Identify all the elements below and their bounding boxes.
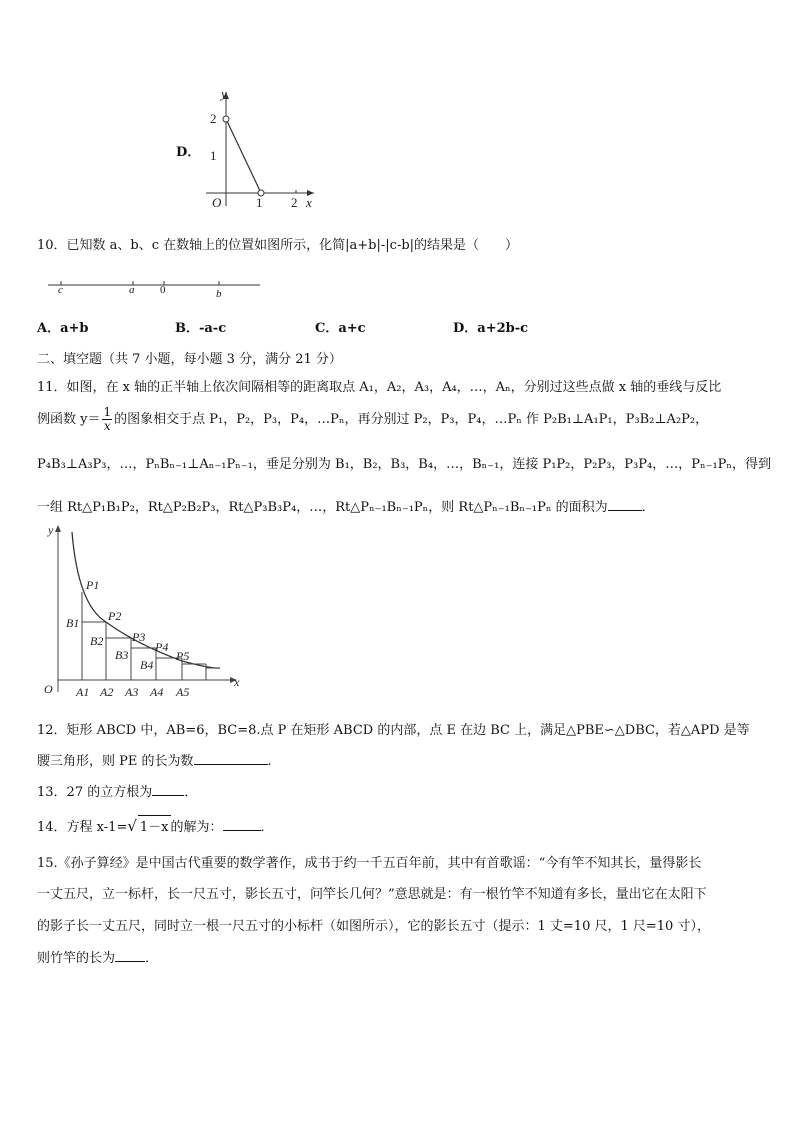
q10-option-c: C．a+c <box>315 321 366 336</box>
fig-label-p1: P1 <box>86 578 100 592</box>
q11-line-2-pre: 例函数 y＝ <box>37 412 101 427</box>
fig-label-b3: B3 <box>115 648 129 662</box>
q15-line-4-text: 则竹竿的长为 <box>37 951 116 966</box>
q11-line-3: P₄B₃⊥A₃P₃，…，PₙBₙ₋₁⊥Aₙ₋₁Pₙ₋₁，垂足分别为 B₁，B₂，B₃，B₄，…，Bₙ₋₁，连接 P₁P₂，P₂P₃，P₃P₄，…，Pₙ₋₁Pₙ，得到 <box>37 457 772 472</box>
numberline-b: b <box>216 288 222 300</box>
q15-line-2: 一丈五尺，立一标杆，长一尺五寸，影长五寸，问竿长几何？”意思就是：有一根竹竿不知道有多长，量出它在太阳下 <box>37 887 707 902</box>
numberline-c: c <box>58 284 63 296</box>
q10-option-a: A．a+b <box>37 321 89 336</box>
section-heading: 二、填空题（共 7 小题，每小题 3 分，满分 21 分） <box>37 352 342 367</box>
q10-stem: 10．已知数 a、b、c 在数轴上的位置如图所示，化简|a+b|-|c-b|的结果是（ ） <box>37 238 519 253</box>
q12-line-1: 12．矩形 ABCD 中，AB=6，BC=8.点 P 在矩形 ABCD 的内部，点 E 在边 BC 上，满足△PBE∽△DBC，若△APD 是等 <box>37 723 750 738</box>
q12-line-2-text: 腰三角形，则 PE 的长为数 <box>37 754 194 769</box>
q11-line-2-post: 的图象相交于点 P₁，P₂，P₃，P₄，…Pₙ，再分别过 P₂，P₃，P₄，…Pₙ 作 P₂B₁⊥A₁P₁，P₃B₂⊥A₂P₂， <box>114 412 709 427</box>
fig-label-a5: A5 <box>176 685 190 699</box>
graph-y-label: y <box>221 86 227 101</box>
fig-origin-label: O <box>44 682 53 696</box>
fig-x-label: x <box>234 675 240 689</box>
fig-label-p5: P5 <box>176 649 190 663</box>
q15-line-4-end: ． <box>145 951 159 966</box>
fig-label-a1: A1 <box>76 685 90 699</box>
q11-line-4-text: 一组 Rt△P₁B₁P₂，Rt△P₂B₂P₃，Rt△P₃B₃P₄，…，Rt△Pₙ₋₁Bₙ₋₁Pₙ，则 Rt△Pₙ₋₁Bₙ₋₁Pₙ 的面积为 <box>37 500 608 515</box>
numberline-zero: 0 <box>160 284 166 296</box>
answer-blank <box>152 784 184 796</box>
fig-label-a2: A2 <box>100 685 114 699</box>
fig-label-p4: P4 <box>155 640 169 654</box>
graph-x-tick-2: 2 <box>291 195 298 210</box>
fig-label-a4: A4 <box>150 685 164 699</box>
q13 <box>37 781 197 800</box>
q11-line-2 <box>37 402 708 438</box>
answer-blank <box>115 950 145 962</box>
fig-label-p2: P2 <box>108 609 122 623</box>
q14-post: 的解为： <box>170 820 223 835</box>
q14-pre: 14．方程 x-1= <box>37 820 128 835</box>
numberline-a: a <box>129 284 135 296</box>
option-d-label: D． <box>176 145 201 160</box>
answer-blank <box>194 753 268 765</box>
graph-y-tick-1: 1 <box>210 148 217 163</box>
graph-x-label: x <box>306 195 312 210</box>
option-d-graph <box>196 86 326 214</box>
q14 <box>37 815 274 835</box>
fig-label-b2: B2 <box>90 634 104 648</box>
q10-option-d: D．a+2b-c <box>453 321 529 336</box>
fig-label-b1: B1 <box>66 616 80 630</box>
fraction-numerator: 1 <box>103 405 112 419</box>
answer-blank <box>608 499 642 511</box>
q11-line-4-end: ． <box>641 500 655 515</box>
fraction-denominator: x <box>103 419 111 433</box>
q11-line-1: 11．如图，在 x 轴的正半轴上依次间隔相等的距离取点 A₁，A₂，A₃，A₄，…，Aₙ，分别过这些点做 x 轴的垂线与反比 <box>37 380 722 395</box>
q10-number-line <box>44 272 266 302</box>
q12-line-2-end: . <box>267 754 272 769</box>
q10-option-b: B．-a-c <box>175 321 227 336</box>
q14-end: ． <box>260 820 274 835</box>
q15-line-3: 的影子长一丈五尺，同时立一根一尺五寸的小标杆（如图所示），它的影长五寸（提示：1 丈=10 尺，1 尺=10 寸）， <box>37 919 710 934</box>
fig-y-label: y <box>48 523 54 537</box>
fig-label-a3: A3 <box>125 685 139 699</box>
q11-line-4 <box>37 496 655 515</box>
graph-y-tick-2: 2 <box>210 111 217 126</box>
square-root-sign: √ <box>127 817 137 835</box>
q12-line-2 <box>37 750 272 769</box>
answer-blank <box>223 819 261 831</box>
inverse-function-fraction <box>102 406 112 433</box>
q14-radicand: 1－x <box>138 815 171 835</box>
q15-line-4 <box>37 947 158 966</box>
graph-origin-label: O <box>212 195 222 210</box>
q11-figure <box>36 520 246 705</box>
fig-label-p3: P3 <box>132 630 146 644</box>
fig-label-b4: B4 <box>140 658 154 672</box>
graph-x-tick-1: 1 <box>256 195 263 210</box>
q15-line-1: 15.《孙子算经》是中国古代重要的数学著作，成书于约一千五百年前，其中有首歌谣：“今有竿不知其长，量得影长 <box>37 856 702 871</box>
q13-text: 13．27 的立方根为 <box>37 785 153 800</box>
q13-end: ． <box>184 785 198 800</box>
